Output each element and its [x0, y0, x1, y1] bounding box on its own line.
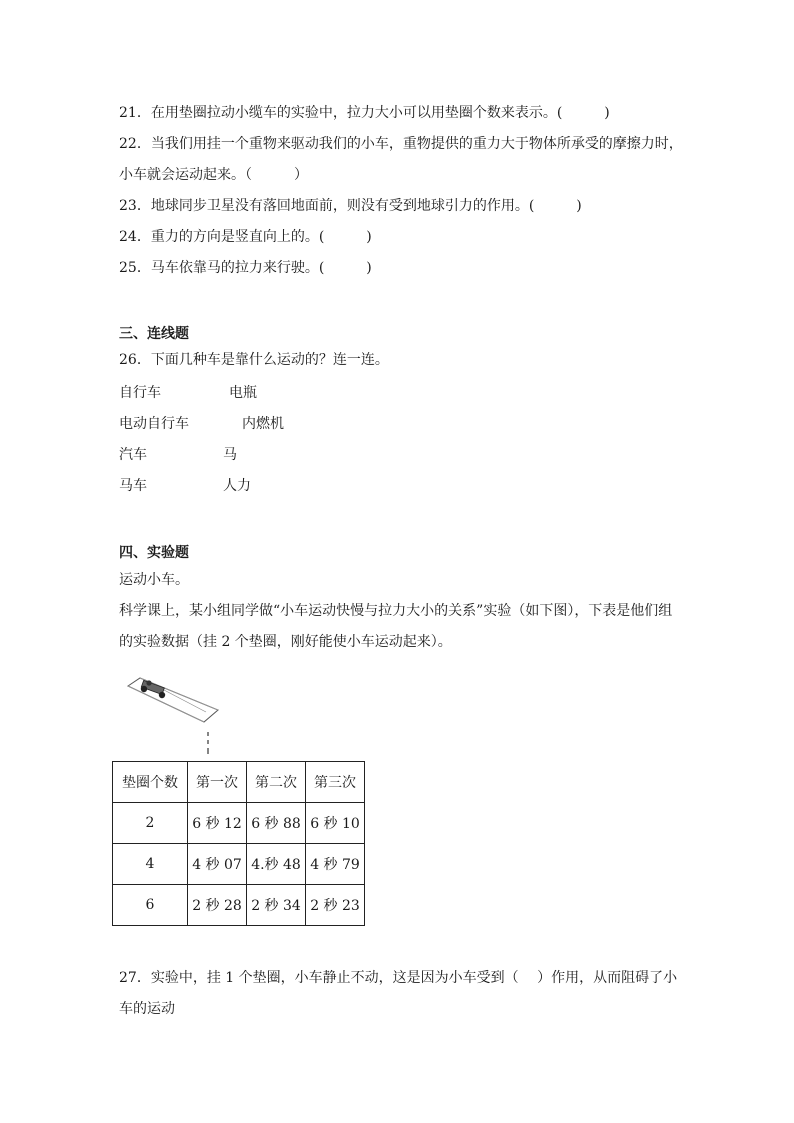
table-cell: 2	[113, 803, 188, 844]
table-cell: 6 秒 10	[306, 803, 365, 844]
question-23: 23．地球同步卫星没有落回地面前，则没有受到地球引力的作用。( )	[119, 198, 582, 214]
table-header-cell: 垫圈个数	[113, 762, 188, 803]
section-3-heading: 三、连线题	[119, 326, 189, 342]
table-cell: 4 秒 79	[306, 844, 365, 885]
table-cell: 2 秒 23	[306, 885, 365, 926]
table-row	[113, 885, 365, 926]
match-right-1: 电瓶	[229, 385, 257, 401]
table-cell: 2 秒 34	[247, 885, 306, 926]
table-header-row	[113, 762, 365, 803]
table-cell: 2 秒 28	[188, 885, 247, 926]
match-left-2: 电动自行车	[119, 416, 189, 432]
experiment-intro-line-2: 的实验数据（挂 2 个垫圈，刚好能使小车运动起来）。	[119, 634, 452, 650]
table-cell: 4.秒 48	[247, 844, 306, 885]
match-left-3: 汽车	[119, 447, 147, 463]
match-right-3: 马	[223, 447, 237, 463]
experiment-intro-line-1: 科学课上，某小组同学做“小车运动快慢与拉力大小的关系”实验（如下图），下表是他们组	[119, 603, 673, 619]
table-cell: 6 秒 12	[188, 803, 247, 844]
match-right-2: 内燃机	[242, 416, 284, 432]
match-right-4: 人力	[223, 478, 251, 494]
question-25: 25．马车依靠马的拉力来行驶。( )	[119, 260, 372, 276]
match-left-1: 自行车	[119, 385, 161, 401]
table-header-cell: 第二次	[247, 762, 306, 803]
table-cell: 6 秒 88	[247, 803, 306, 844]
question-24: 24．重力的方向是竖直向上的。( )	[119, 229, 372, 245]
table-row	[113, 803, 365, 844]
experiment-data-table	[112, 761, 365, 926]
experiment-title: 运动小车。	[119, 572, 189, 588]
cart-experiment-figure	[124, 676, 224, 760]
match-left-4: 马车	[119, 478, 147, 494]
table-row	[113, 844, 365, 885]
question-27-line-1: 27．实验中，挂 1 个垫圈，小车静止不动，这是因为小车受到（ ）作用，从而阻碍了小	[119, 970, 678, 986]
section-4-heading: 四、实验题	[119, 545, 189, 561]
table-cell: 4 秒 07	[188, 844, 247, 885]
question-22-line-1: 22．当我们用挂一个重物来驱动我们的小车，重物提供的重力大于物体所承受的摩擦力时，	[119, 136, 683, 152]
question-21: 21．在用垫圈拉动小缆车的实验中，拉力大小可以用垫圈个数来表示。( )	[119, 105, 610, 121]
question-27-line-2: 车的运动	[119, 1001, 175, 1017]
question-26: 26．下面几种车是靠什么运动的？连一连。	[119, 352, 389, 368]
table-cell: 6	[113, 885, 188, 926]
table-header-cell: 第一次	[188, 762, 247, 803]
question-22-line-2: 小车就会运动起来。（ ）	[119, 167, 308, 183]
table-header-cell: 第三次	[306, 762, 365, 803]
table-cell: 4	[113, 844, 188, 885]
